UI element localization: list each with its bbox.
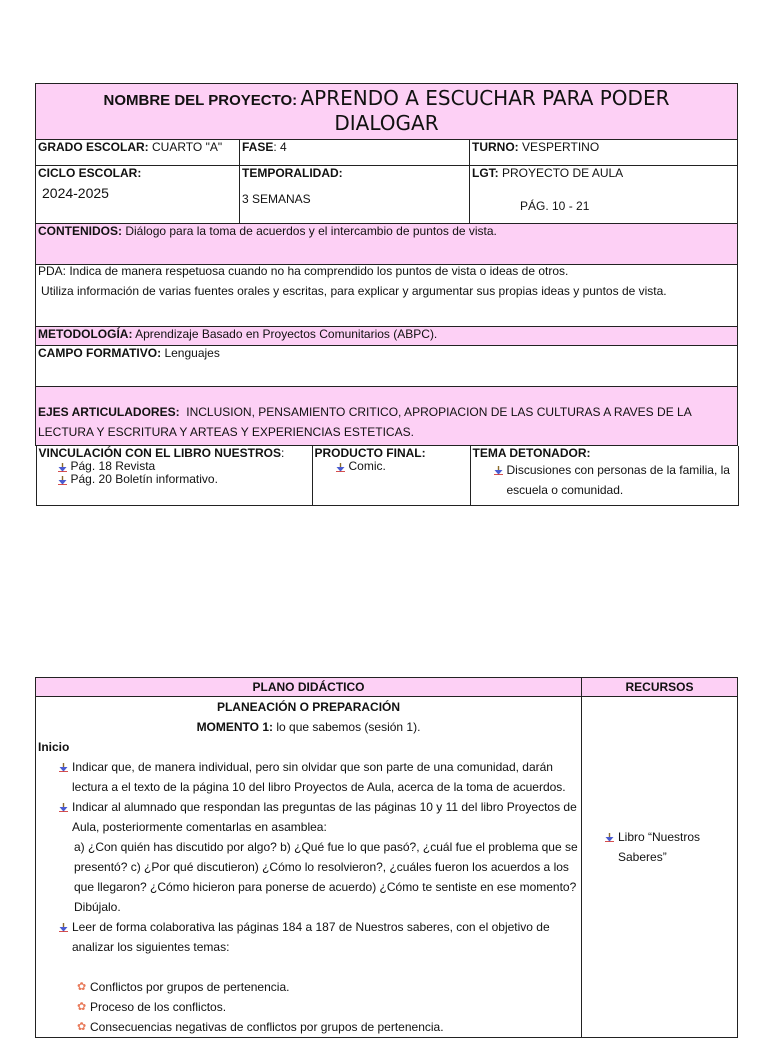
pda-line2: Utiliza información de varias fuentes orales y escritas, para explicar y argumentar sus propias ideas y puntos de vista. bbox=[41, 284, 667, 298]
arrow-bullet-icon bbox=[336, 463, 345, 472]
ciclo-value: 2024-2025 bbox=[42, 185, 109, 201]
campo-cell bbox=[36, 346, 738, 387]
fase-label: FASE bbox=[242, 140, 274, 154]
flower-bullet-icon: ✿ bbox=[77, 981, 87, 993]
ciclo-cell bbox=[36, 166, 240, 224]
recursos-header: RECURSOS bbox=[582, 678, 738, 697]
metodologia-label: METODOLOGÍA: bbox=[38, 327, 133, 341]
plano-body-cell bbox=[36, 697, 582, 1038]
tema-label: TEMA DETONADOR: bbox=[472, 446, 591, 460]
arrow-bullet-icon bbox=[605, 833, 614, 842]
vinculacion-cell bbox=[36, 446, 312, 505]
momento-label: MOMENTO 1: bbox=[196, 720, 274, 734]
planeacion-title: PLANEACIÓN O PREPARACIÓN bbox=[216, 700, 401, 714]
list-item: Indicar que, de manera individual, pero sin olvidar que son parte de una comunidad, darán lectura a el texto de la página 10 del libro Proyectos de Aula, acerca de la toma de acuerdos. bbox=[56, 757, 579, 797]
list-item: ✿ Proceso de los conflictos. bbox=[74, 997, 579, 1017]
temporalidad-cell bbox=[240, 166, 470, 224]
list-item: Discusiones con personas de la familia, la escuela o comunidad. bbox=[491, 460, 736, 500]
metodologia-value: Aprendizaje Basado en Proyectos Comunitarios (ABPC). bbox=[135, 327, 438, 341]
list-item: Indicar al alumnado que respondan las preguntas de las páginas 10 y 11 del libro Proyectos de Aula, posteriormente comentarlas en asamblea: bbox=[56, 797, 579, 837]
grado-label: GRADO ESCOLAR: bbox=[38, 140, 149, 154]
temporalidad-value: 3 SEMANAS bbox=[242, 192, 311, 206]
lgt-value: PROYECTO DE AULA bbox=[502, 166, 624, 180]
contenidos-label: CONTENIDOS: bbox=[38, 224, 122, 238]
lgt-cell bbox=[470, 166, 738, 224]
plano-header: PLANO DIDÁCTICO bbox=[36, 678, 582, 697]
pda-cell bbox=[36, 265, 738, 327]
metodologia-cell bbox=[36, 327, 738, 346]
grado-value: CUARTO "A" bbox=[152, 140, 223, 154]
arrow-bullet-icon bbox=[59, 803, 68, 812]
questions-text: a) ¿Con quién has discutido por algo? b) ¿Qué fue lo que pasó?, ¿cuál fue el problema que se presentó? c) ¿Por qué discutieron) ¿Cómo lo resolvieron?, ¿cuáles fueron los acuerdos a los que llegaron? ¿Cómo hicieron para ponerse de acuerdo) ¿Cómo te sentiste en ese momento? Dibújalo. bbox=[74, 840, 578, 914]
turno-label: TURNO: bbox=[472, 140, 519, 154]
arrow-bullet-icon bbox=[58, 476, 67, 485]
ejes-value: INCLUSION, PENSAMIENTO CRITICO, APROPIACION DE LAS CULTURAS A RAVES DE LA LECTURA Y ESCRITURA Y ARTEAS Y EXPERIENCIAS ESTETICAS. bbox=[38, 405, 692, 439]
list-item: Pág. 18 Revista bbox=[55, 460, 310, 473]
list-item: Pág. 20 Boletín informativo. bbox=[55, 473, 310, 486]
ejes-cell bbox=[36, 387, 738, 446]
arrow-bullet-icon bbox=[59, 763, 68, 772]
tema-cell bbox=[470, 446, 738, 505]
list-item: Leer de forma colaborativa las páginas 184 a 187 de Nuestros saberes, con el objetivo de analizar los siguientes temas: bbox=[56, 917, 579, 957]
campo-value: Lenguajes bbox=[164, 346, 220, 360]
project-info-table bbox=[35, 83, 738, 506]
list-item: Libro “Nuestros Saberes” bbox=[602, 827, 735, 867]
grado-cell bbox=[36, 140, 240, 166]
arrow-bullet-icon bbox=[494, 466, 503, 475]
list-item: ✿ Conflictos por grupos de pertenencia. bbox=[74, 977, 579, 997]
project-name-line2: DIALOGAR bbox=[334, 111, 439, 135]
arrow-bullet-icon bbox=[59, 923, 68, 932]
turno-cell bbox=[470, 140, 738, 166]
turno-value: VESPERTINO bbox=[522, 140, 600, 154]
lgt-pages: PÁG. 10 - 21 bbox=[520, 199, 590, 213]
recursos-cell bbox=[582, 697, 738, 1038]
plano-didactico-table bbox=[35, 677, 738, 1038]
vinculacion-label: VINCULACIÓN CON EL LIBRO NUESTROS bbox=[38, 446, 281, 460]
vinculacion-colon: : bbox=[280, 446, 285, 460]
lgt-label: LGT: bbox=[472, 166, 499, 180]
flower-bullet-icon: ✿ bbox=[77, 1001, 87, 1013]
project-name-label: NOMBRE DEL PROYECTO: bbox=[103, 92, 298, 109]
list-item: ✿ Consecuencias negativas de conflictos por grupos de pertenencia. bbox=[74, 1017, 579, 1037]
pda-line1: PDA: Indica de manera respetuosa cuando no ha comprendido los puntos de vista o ideas de otros. bbox=[38, 264, 569, 278]
flower-bullet-icon: ✿ bbox=[77, 1021, 87, 1033]
temporalidad-label: TEMPORALIDAD: bbox=[242, 166, 343, 180]
fase-cell bbox=[240, 140, 470, 166]
producto-cell bbox=[312, 446, 470, 505]
contenidos-value: Diálogo para la toma de acuerdos y el intercambio de puntos de vista. bbox=[125, 224, 497, 238]
momento-text: lo que sabemos (sesión 1). bbox=[276, 720, 421, 734]
project-name-line1: APRENDO A ESCUCHAR PARA PODER bbox=[300, 86, 670, 110]
project-title-cell bbox=[36, 84, 738, 140]
list-item: Comic. bbox=[333, 460, 468, 473]
arrow-bullet-icon bbox=[58, 463, 67, 472]
inicio-label: Inicio bbox=[38, 740, 70, 754]
producto-label: PRODUCTO FINAL: bbox=[314, 446, 426, 460]
campo-label: CAMPO FORMATIVO: bbox=[38, 346, 162, 360]
ejes-label: EJES ARTICULADORES: bbox=[38, 405, 180, 419]
contenidos-cell bbox=[36, 224, 738, 265]
fase-value: : 4 bbox=[273, 140, 287, 154]
ciclo-label: CICLO ESCOLAR: bbox=[38, 166, 142, 180]
